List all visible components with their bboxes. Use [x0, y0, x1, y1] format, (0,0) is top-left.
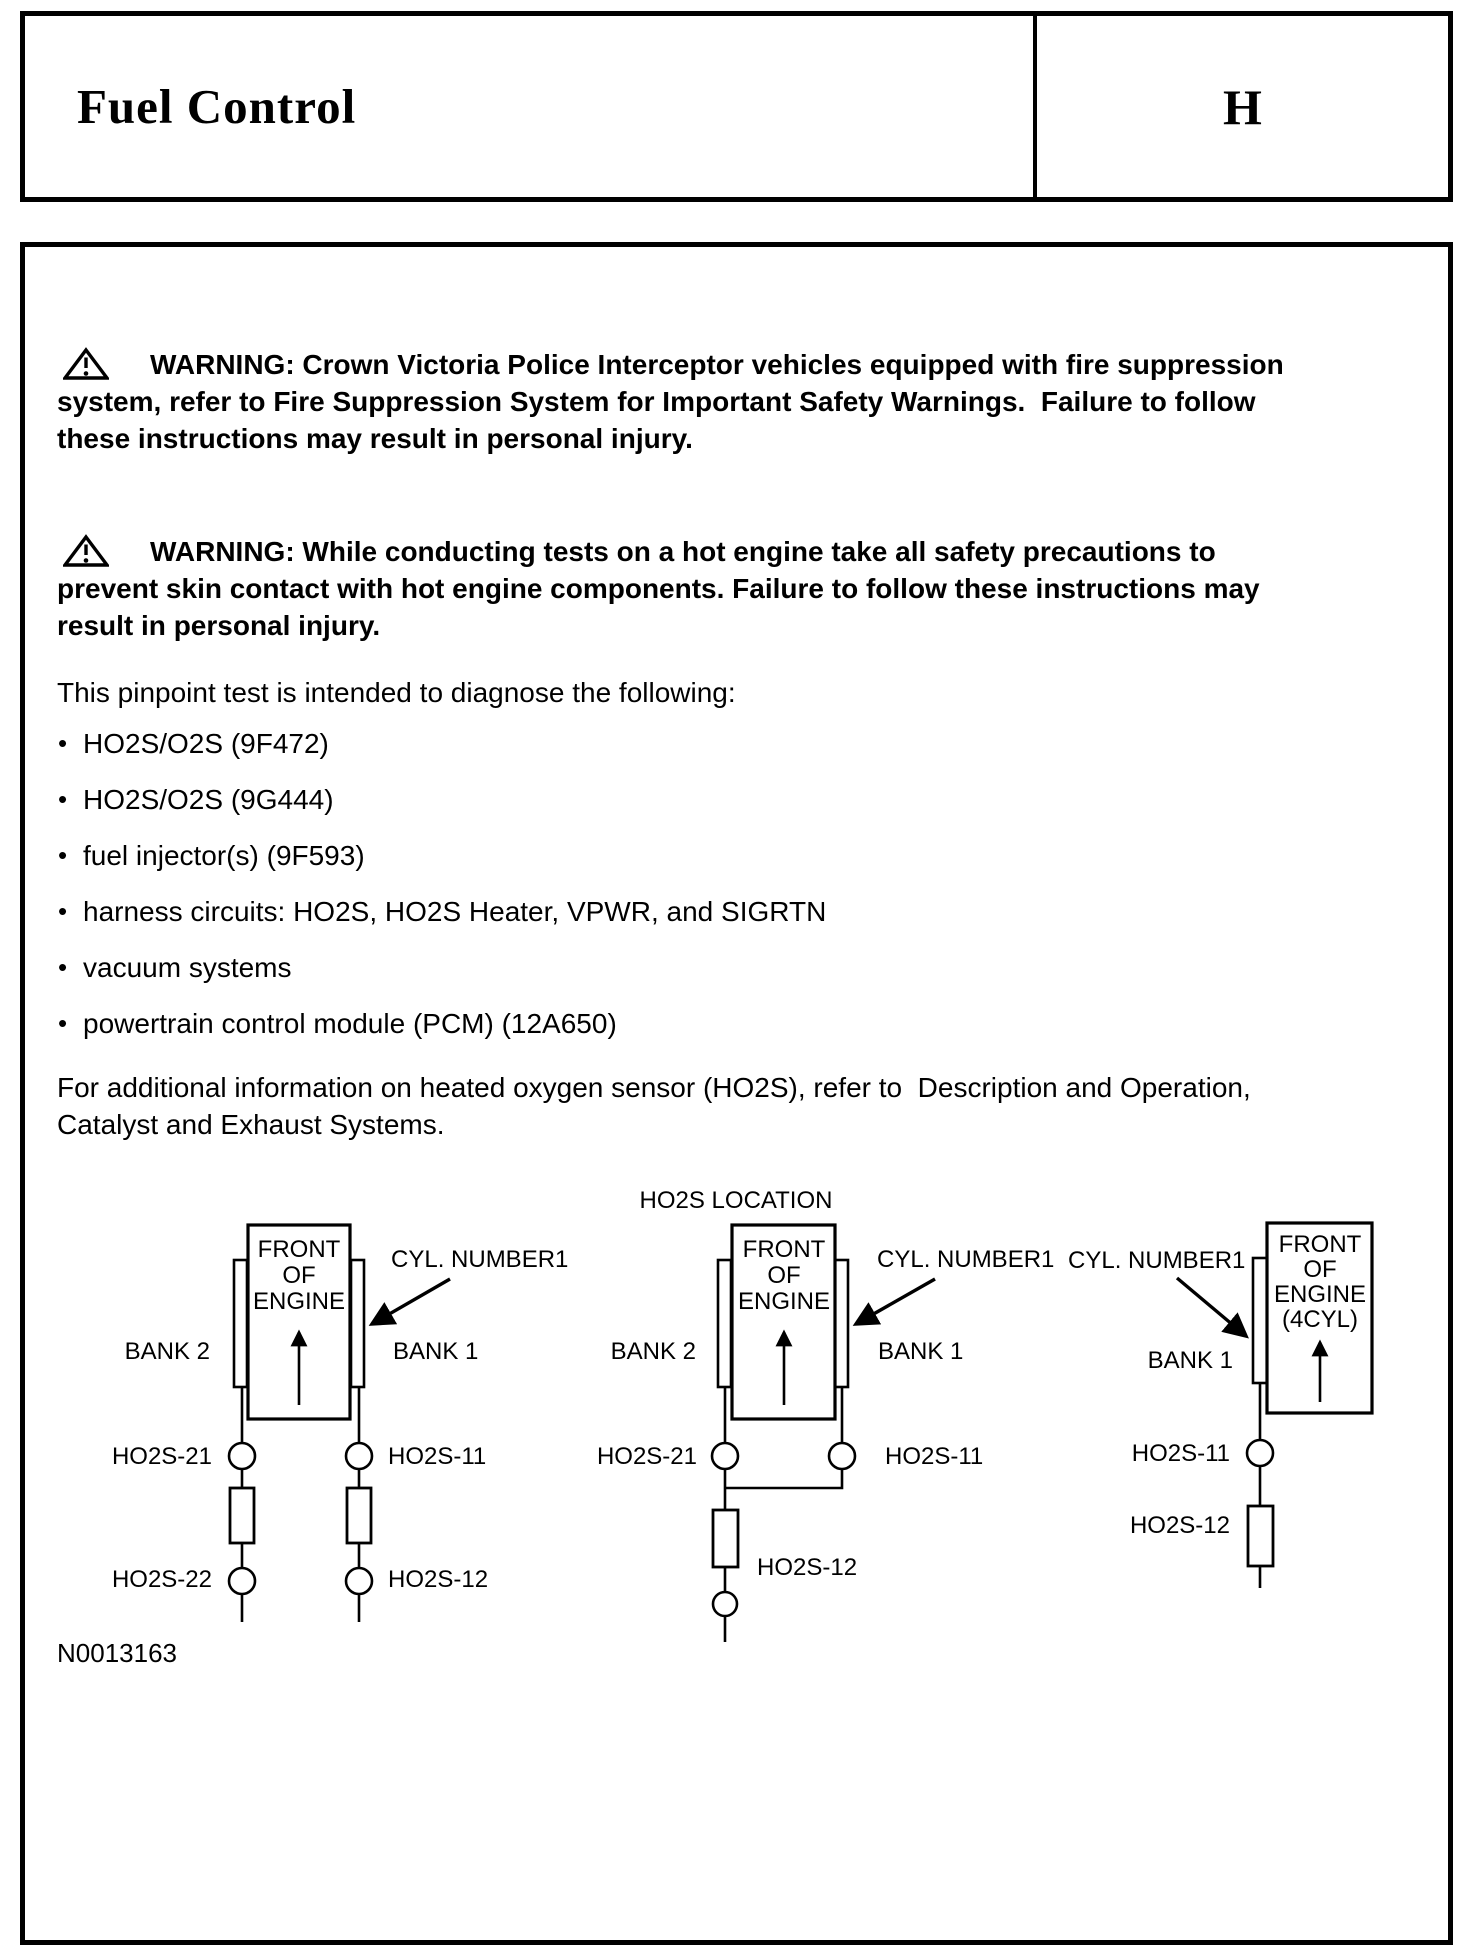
bank1-exhaust-manifold [1253, 1258, 1267, 1383]
warning-line: these instructions may result in personal injury. [57, 423, 693, 454]
header-title-cell [25, 16, 1037, 197]
y-pipe-junction [725, 1469, 842, 1488]
ho2s-11-label: HO2S-11 [388, 1443, 487, 1470]
figure-title: HO2S LOCATION [639, 1187, 833, 1214]
ho2s-11-label: HO2S-11 [1131, 1440, 1230, 1467]
ho2s-22-sensor [229, 1568, 255, 1594]
bank1-exhaust-manifold [351, 1260, 364, 1387]
list-item: • HO2S/O2S (9G444) [57, 785, 1427, 815]
warning-line: WARNING: Crown Victoria Police Interceptor vehicles equipped with fire suppression [150, 349, 1284, 380]
list-item: • powertrain control module (PCM) (12A650) [57, 1009, 1427, 1039]
additional-info [57, 1069, 1427, 1143]
cyl-number1-label: CYL. NUMBER1 [391, 1246, 569, 1273]
bank2-exhaust-manifold [718, 1260, 731, 1387]
ho2s-11-sensor [1247, 1440, 1273, 1466]
page-title: Fuel Control [77, 79, 357, 134]
list-item: • HO2S/O2S (9F472) [57, 729, 1427, 759]
bank1-label: BANK 1 [878, 1338, 964, 1365]
intro-text: This pinpoint test is intended to diagnose the following: [57, 677, 736, 708]
additional-info-line: Catalyst and Exhaust Systems. [57, 1109, 445, 1140]
header-section-cell [1037, 16, 1448, 197]
bank1-label: BANK 1 [393, 1338, 479, 1365]
warning-line: system, refer to Fire Suppression System for Important Safety Warnings. Failure to follow [57, 386, 1256, 417]
ho2s-22-label: HO2S-22 [111, 1566, 212, 1593]
list-item: • vacuum systems [57, 953, 1427, 983]
bank2-exhaust-manifold [234, 1260, 247, 1387]
figure-id: N0013163 [57, 1638, 177, 1668]
diagram-v-engine-dual-cat [112, 1225, 568, 1622]
engine-label: OF [1303, 1256, 1337, 1283]
warning-triangle-icon [63, 347, 109, 381]
cyl-number1-label: CYL. NUMBER1 [1068, 1247, 1246, 1274]
catalyst [713, 1510, 738, 1567]
cyl-number1-arrow [372, 1279, 450, 1324]
engine-label: FRONT [742, 1236, 826, 1263]
ho2s-11-sensor [829, 1443, 855, 1469]
engine-label: ENGINE [737, 1288, 831, 1315]
cyl-number1-arrow [1177, 1278, 1246, 1336]
catalyst [347, 1488, 371, 1543]
warning-line: WARNING: While conducting tests on a hot engine take all safety precautions to [150, 536, 1216, 567]
diagram-four-cyl [1068, 1223, 1372, 1588]
warning-line: prevent skin contact with hot engine components. Failure to follow these instructions may [57, 573, 1260, 604]
engine-label: ENGINE [252, 1288, 346, 1315]
engine-label: (4CYL) [1281, 1306, 1359, 1333]
catalyst [1248, 1506, 1273, 1566]
warning-block-2 [57, 533, 1427, 644]
engine-label: ENGINE [1273, 1281, 1367, 1308]
additional-info-line: For additional information on heated oxygen sensor (HO2S), refer to Description and Operation, [57, 1072, 1251, 1103]
ho2s-12-sensor [713, 1592, 737, 1616]
diagnosis-list [57, 729, 1427, 1065]
engine-label: FRONT [1278, 1231, 1362, 1258]
ho2s-12-sensor [346, 1568, 372, 1594]
section-letter: H [1223, 78, 1262, 135]
ho2s-12-label: HO2S-12 [1129, 1512, 1230, 1539]
ho2s-11-sensor [346, 1443, 372, 1469]
bank1-label: BANK 1 [1147, 1347, 1233, 1374]
catalyst [230, 1488, 254, 1543]
engine-label: FRONT [257, 1236, 341, 1263]
engine-label: OF [282, 1262, 316, 1289]
ho2s-11-label: HO2S-11 [885, 1443, 984, 1470]
warning-triangle-icon [63, 534, 109, 568]
ho2s-12-label: HO2S-12 [388, 1566, 489, 1593]
diagram-v-engine-single-cat [597, 1225, 1054, 1642]
ho2s-12-label: HO2S-12 [757, 1554, 858, 1581]
bank2-label: BANK 2 [610, 1338, 696, 1365]
ho2s-21-label: HO2S-21 [111, 1443, 212, 1470]
ho2s-21-sensor [229, 1443, 255, 1469]
page-header [20, 11, 1453, 202]
list-item: • fuel injector(s) (9F593) [57, 841, 1427, 871]
list-item: • harness circuits: HO2S, HO2S Heater, VPWR, and SIGRTN [57, 897, 1427, 927]
cyl-number1-arrow [856, 1279, 935, 1324]
warning-line: result in personal injury. [57, 610, 381, 641]
bank1-exhaust-manifold [835, 1260, 848, 1387]
ho2s-location-figure [36, 1180, 1440, 1650]
ho2s-21-sensor [712, 1443, 738, 1469]
ho2s-21-label: HO2S-21 [596, 1443, 697, 1470]
cyl-number1-label: CYL. NUMBER1 [877, 1246, 1055, 1273]
engine-label: OF [767, 1262, 801, 1289]
warning-block-1 [57, 346, 1427, 457]
bank2-label: BANK 2 [124, 1338, 210, 1365]
